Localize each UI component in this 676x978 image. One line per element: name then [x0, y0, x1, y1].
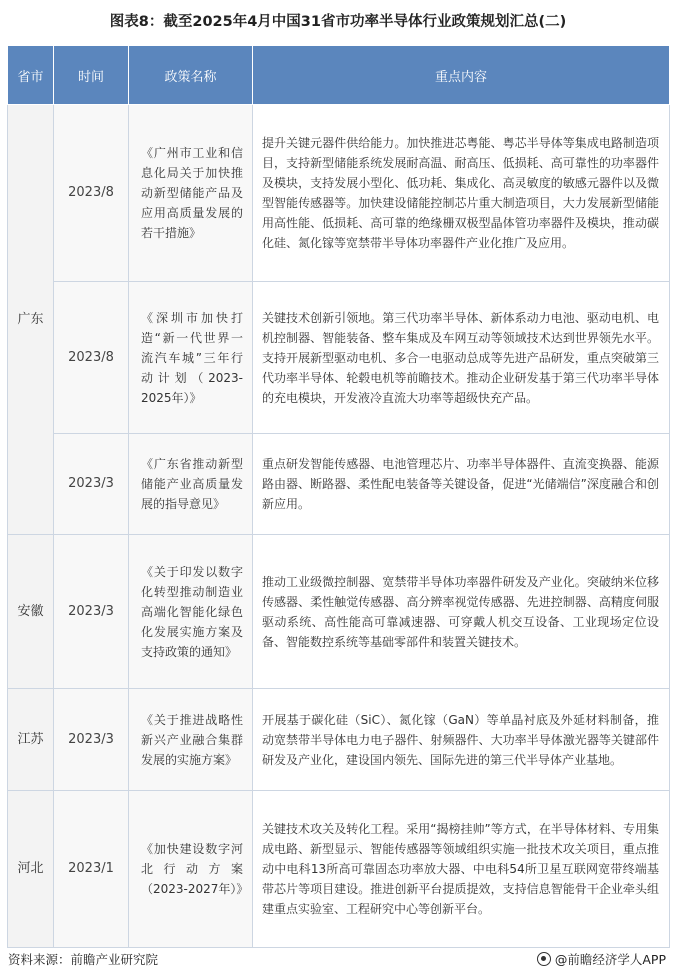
policy-table	[7, 45, 670, 948]
policy-name-cell: 《加快建设数字河北行动方案（2023-2027年）》	[129, 791, 253, 948]
brand-logo-icon	[537, 952, 551, 966]
brand-credit	[537, 950, 666, 968]
header-time: 时间	[54, 46, 129, 105]
content-cell: 开展基于碳化硅（SiC）、氮化镓（GaN）等单晶衬底及外延材料制备，推动宽禁带半导体电力电子器件、射频器件、大功率半导体激光器等关键部件研发及产业化，建设国内领先、国际先进的第三代半导体产业基地。	[253, 689, 670, 791]
table-row	[8, 105, 670, 282]
brand-label: @前瞻经济学人APP	[554, 952, 666, 967]
time-cell: 2023/8	[54, 282, 129, 434]
table-row	[8, 791, 670, 948]
header-policy-name: 政策名称	[129, 46, 253, 105]
content-cell: 关键技术创新引领地。第三代功率半导体、新体系动力电池、驱动电机、电机控制器、智能装备、整车集成及车网互动等领域技术达到世界领先水平。支持开展新型驱动电机、多合一电驱动总成等先进产品研发，重点突破第三代功率半导体、轮毂电机等前瞻技术。推动企业研发基于第三代功率半导体的充电模块，开发液冷直流大功率等超级快充产品。	[253, 282, 670, 434]
province-cell: 广东	[8, 105, 54, 535]
header-province: 省市	[8, 46, 54, 105]
province-cell: 安徽	[8, 535, 54, 689]
time-cell: 2023/3	[54, 689, 129, 791]
table-header-row	[8, 46, 670, 105]
source-note: 资料来源：前瞻产业研究院	[8, 952, 159, 967]
content-cell: 重点研发智能传感器、电池管理芯片、功率半导体器件、直流变换器、能源路由器、断路器、柔性配电装备等关键设备，促进“光储端信”深度融合和创新应用。	[253, 434, 670, 535]
content-cell: 推动工业级微控制器、宽禁带半导体功率器件研发及产业化。突破纳米位移传感器、柔性触觉传感器、高分辨率视觉传感器、先进控制器、高精度伺服驱动系统、高性能高可靠减速器、可穿戴人机交互设备、工业现场定位设备、智能数控系统等基础零部件和装置关键技术。	[253, 535, 670, 689]
policy-name-cell: 《广东省推动新型储能产业高质量发展的指导意见》	[129, 434, 253, 535]
table-row	[8, 535, 670, 689]
page-title: 图表8：截至2025年4月中国31省市功率半导体行业政策规划汇总(二)	[109, 14, 567, 30]
time-cell: 2023/1	[54, 791, 129, 948]
table-row	[8, 434, 670, 535]
policy-name-cell: 《广州市工业和信息化局关于加快推动新型储能产品及应用高质量发展的若干措施》	[129, 105, 253, 282]
header-key-content: 重点内容	[253, 46, 670, 105]
province-cell: 江苏	[8, 689, 54, 791]
time-cell: 2023/3	[54, 535, 129, 689]
table-row	[8, 689, 670, 791]
table-row	[8, 282, 670, 434]
time-cell: 2023/8	[54, 105, 129, 282]
policy-name-cell: 《关于推进战略性新兴产业融合集群发展的实施方案》	[129, 689, 253, 791]
policy-name-cell: 《关于印发以数字化转型推动制造业高端化智能化绿色化发展实施方案及支持政策的通知》	[129, 535, 253, 689]
time-cell: 2023/3	[54, 434, 129, 535]
content-cell: 关键技术攻关及转化工程。采用“揭榜挂帅”等方式，在半导体材料、专用集成电路、新型显示、智能传感器等领域组织实施一批技术攻关项目，重点推动中电科13所高可靠固态功率放大器、中电科54所卫星互联网宽带终端基带芯片等项目建设。推进创新平台提质提效，支持信息智能骨干企业牵头组建重点实验室、工程研究中心等创新平台。	[253, 791, 670, 948]
policy-name-cell: 《深圳市加快打造“新一代世界一流汽车城”三年行动计划（2023-2025年）》	[129, 282, 253, 434]
province-cell: 河北	[8, 791, 54, 948]
content-cell: 提升关键元器件供给能力。加快推进芯粤能、粤芯半导体等集成电路制造项目，支持新型储能系统发展耐高温、耐高压、低损耗、高可靠性的功率器件及模块，支持发展小型化、低功耗、集成化、高灵敏度的敏感元器件以及微型智能传感器等。加快建设储能控制芯片重大制造项目，大力发展新型储能用高性能、低损耗、高可靠的绝缘栅双极型晶体管功率器件及模块，推动碳化硅、氮化镓等宽禁带半导体功率器件产业化推广及应用。	[253, 105, 670, 282]
